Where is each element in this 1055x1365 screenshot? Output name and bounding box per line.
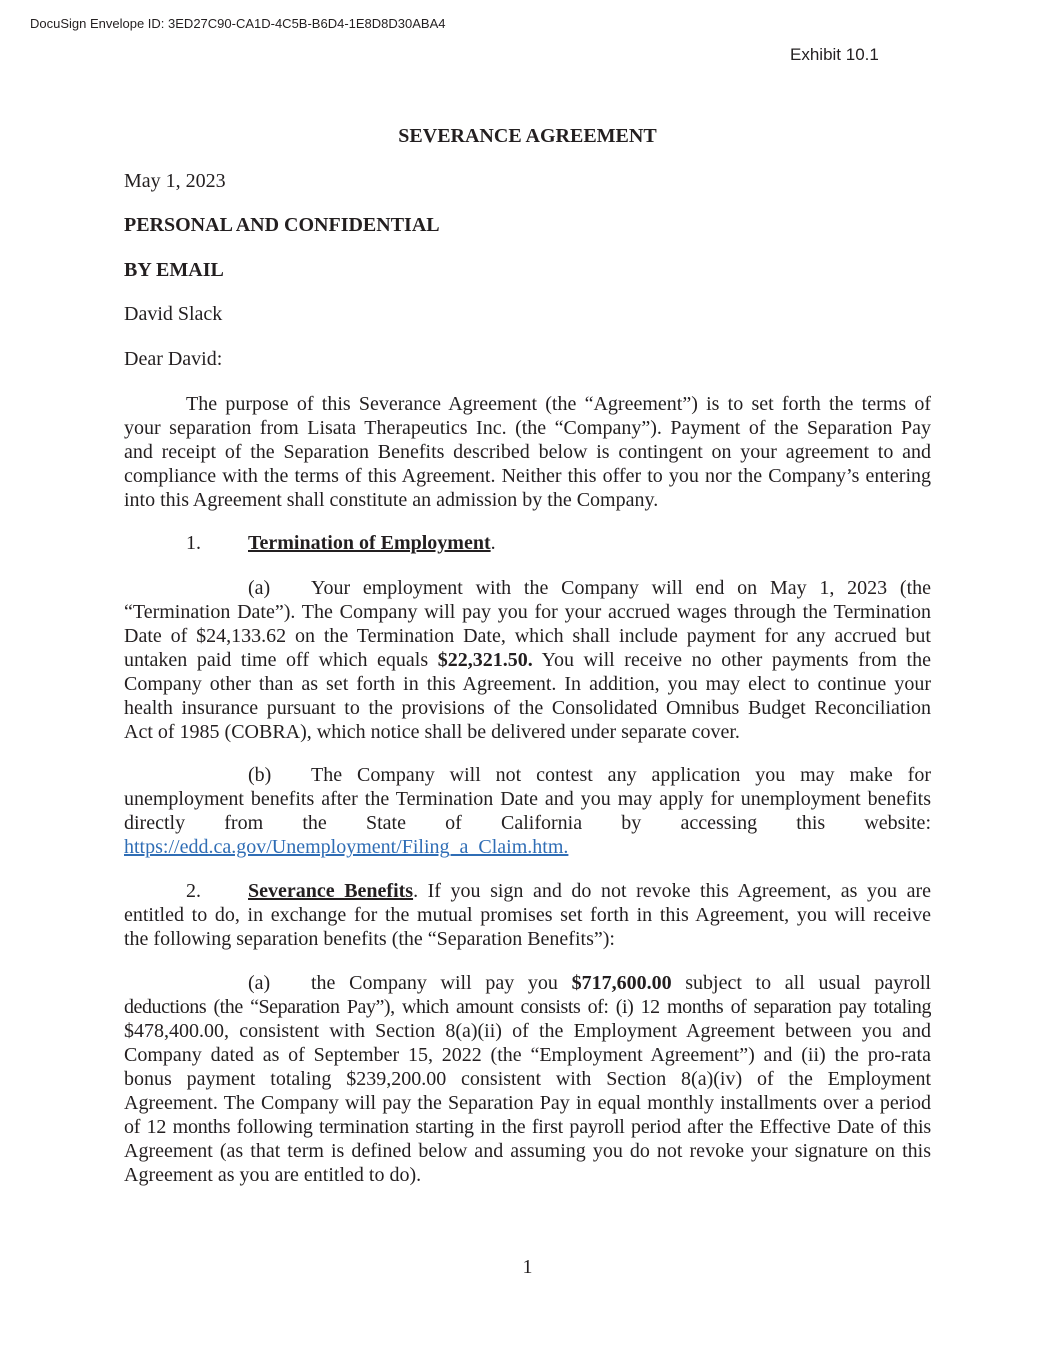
- section-1-period: .: [490, 532, 496, 554]
- section-1-title: Termination of Employment: [248, 532, 491, 554]
- section-1b-paragraph: [124, 763, 931, 859]
- section-1a-text: untaken paid time off which equals: [124, 649, 438, 671]
- section-1a-line: health insurance pursuant to the provisions of the Consolidated Omnibus Budget Reconciliation: [124, 697, 931, 719]
- intro-line: your separation from Lisata Therapeutics Inc. (the “Company”). Payment of the Separation Pay: [124, 417, 931, 439]
- section-2-number: 2.: [186, 880, 201, 902]
- section-2-title: Severance Benefits: [248, 880, 414, 902]
- section-2a-line: Agreement. The Company will pay the Separation Pay in equal monthly installments over a period: [124, 1092, 931, 1114]
- document-date: May 1, 2023: [124, 170, 226, 192]
- section-1a-line: [124, 648, 931, 672]
- section-1b-line: [124, 835, 931, 859]
- section-2-paragraph: [124, 879, 931, 951]
- section-2a-text: subject to all usual payroll: [671, 972, 931, 994]
- confidential-heading: PERSONAL AND CONFIDENTIAL: [124, 214, 440, 236]
- exhibit-label: Exhibit 10.1: [790, 45, 879, 64]
- section-1a-line: Act of 1985 (COBRA), which notice shall be delivered under separate cover.: [124, 721, 740, 743]
- section-2-text: . If you sign and do not revoke this Agreement, as you are: [413, 880, 931, 902]
- salutation: Dear David:: [124, 348, 223, 370]
- section-1-number: 1.: [186, 532, 201, 554]
- section-2-line: the following separation benefits (the “Separation Benefits”):: [124, 928, 615, 950]
- section-2a-paragraph: [124, 971, 931, 1187]
- intro-line: The purpose of this Severance Agreement (the “Agreement”) is to set forth the terms of: [186, 393, 931, 415]
- section-1a-line: “Termination Date”). The Company will pay you for your accrued wages through the Termination: [124, 601, 931, 623]
- section-2a-line: deductions (the “Separation Pay”), which amount consists of: (i) 12 months of separation pay totaling: [124, 996, 931, 1018]
- intro-line: and receipt of the Separation Benefits described below is contingent on your agreement to and: [124, 441, 931, 463]
- section-1a-line: Your employment with the Company will end on May 1, 2023 (the: [311, 577, 931, 599]
- recipient-name: David Slack: [124, 303, 223, 325]
- edd-unemployment-link[interactable]: https://edd.ca.gov/Unemployment/Filing_a_Claim.htm.: [124, 836, 569, 858]
- delivery-method: BY EMAIL: [124, 259, 224, 281]
- pto-amount: $22,321.50.: [437, 649, 533, 671]
- section-1b-line: directly from the State of California by accessing this website:: [124, 812, 931, 834]
- document-title: SEVERANCE AGREEMENT: [398, 125, 657, 147]
- section-1b-label: (b): [248, 764, 272, 786]
- docusign-envelope-id: DocuSign Envelope ID: 3ED27C90-CA1D-4C5B-B6D4-1E8D8D30ABA4: [30, 16, 446, 31]
- section-2a-line: bonus payment totaling $239,200.00 consistent with Section 8(a)(iv) of the Employment: [124, 1068, 931, 1090]
- section-2a-line: of 12 months following termination starting in the first payroll period after the Effective Date of this: [124, 1116, 931, 1138]
- section-1b-line: The Company will not contest any application you may make for: [311, 764, 931, 786]
- section-2a-line: Company dated as of September 15, 2022 (the “Employment Agreement”) and (ii) the pro-rata: [124, 1044, 931, 1066]
- section-2a-line: Agreement (as that term is defined below and assuming you do not revoke your signature on this: [124, 1140, 931, 1162]
- section-1a-paragraph: [124, 576, 931, 744]
- intro-line: compliance with the terms of this Agreement. Neither this offer to you nor the Company’s entering: [124, 465, 931, 487]
- separation-pay-amount: $717,600.00: [571, 972, 672, 994]
- section-2a-line: $478,400.00, consistent with Section 8(a)(ii) of the Employment Agreement between you and: [124, 1020, 931, 1042]
- section-1a-line: Company other than as set forth in this Agreement. In addition, you may elect to continue your: [124, 673, 931, 695]
- intro-paragraph: [124, 392, 931, 512]
- page-number: 1: [522, 1256, 533, 1278]
- section-1a-label: (a): [248, 577, 271, 599]
- section-1-heading: [248, 531, 496, 555]
- intro-line: into this Agreement shall constitute an admission by the Company.: [124, 489, 659, 511]
- section-2-line: entitled to do, in exchange for the mutual promises set forth in this Agreement, you will receive: [124, 904, 931, 926]
- section-2a-label: (a): [248, 972, 271, 994]
- section-1a-line: Date of $24,133.62 on the Termination Date, which shall include payment for any accrued but: [124, 625, 931, 647]
- section-1a-text: You will receive no other payments from the: [532, 649, 931, 671]
- section-2a-text: the Company will pay you: [311, 972, 572, 994]
- section-1b-line: unemployment benefits after the Termination Date and you may apply for unemployment benefits: [124, 788, 931, 810]
- section-2-line: [124, 879, 931, 903]
- section-2a-line: [124, 971, 931, 995]
- section-2a-line: Agreement as you are entitled to do).: [124, 1164, 422, 1186]
